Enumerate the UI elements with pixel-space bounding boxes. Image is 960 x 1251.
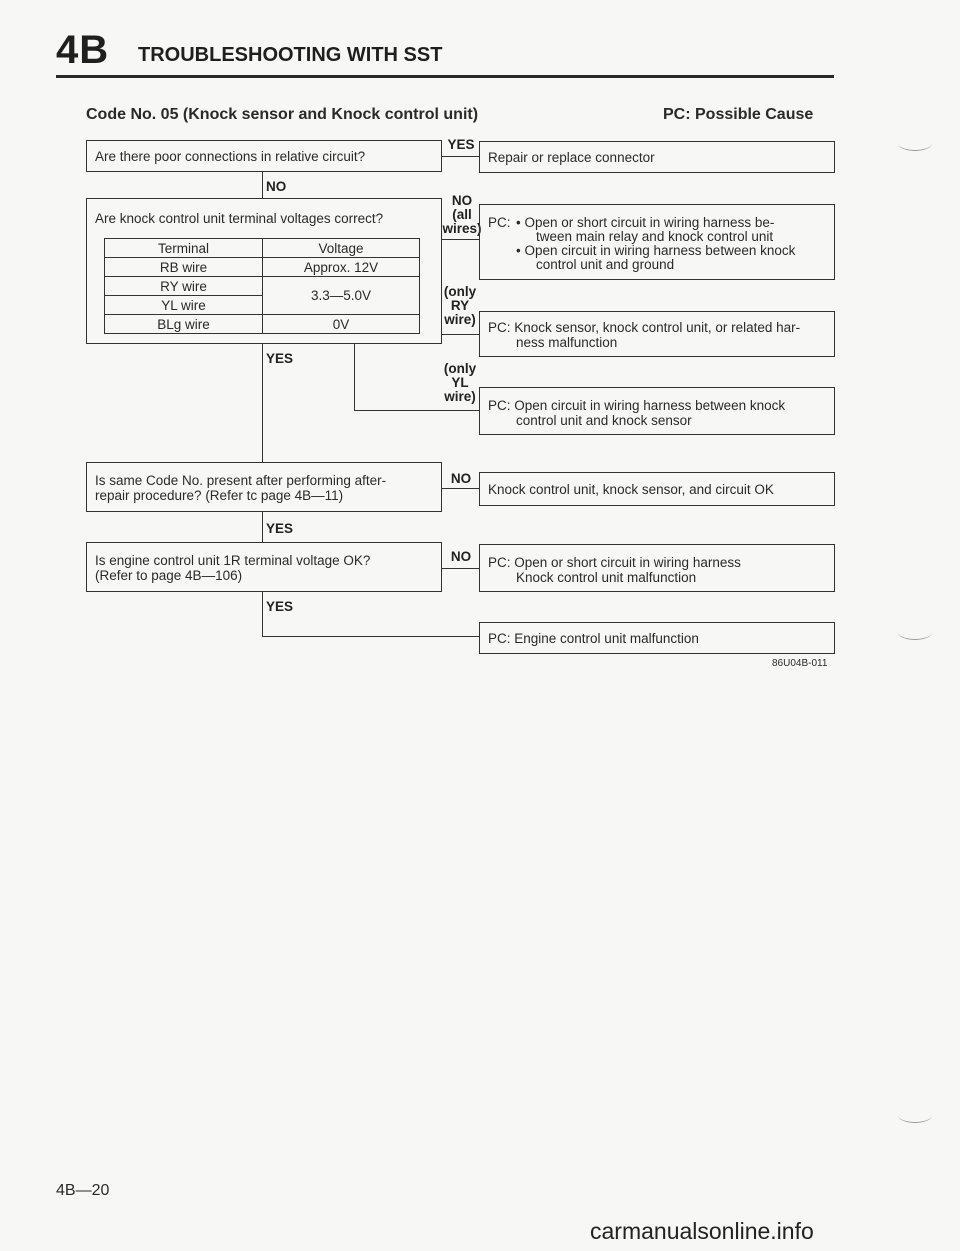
branch-label-no: NO xyxy=(266,179,287,194)
branch-label-yes: YES xyxy=(266,599,294,614)
flow-line xyxy=(354,410,479,411)
header-rule xyxy=(56,75,834,78)
question-box-code-present xyxy=(86,462,442,512)
flow-line xyxy=(442,156,479,157)
table-cell-terminal: BLg wire xyxy=(105,315,263,334)
branch-label-yes: YES xyxy=(266,351,294,366)
binder-hole-mark xyxy=(898,625,932,640)
flow-line xyxy=(354,344,355,410)
branch-label-yes: YES xyxy=(266,521,294,536)
question-text: Are there poor connections in relative circuit? xyxy=(95,149,366,164)
branch-label-no: NO xyxy=(450,471,472,486)
label-line: wire) xyxy=(444,312,476,327)
flow-line xyxy=(442,334,479,335)
flow-line xyxy=(442,239,479,240)
label-line: wires) xyxy=(442,221,482,236)
page-subtitle: Code No. 05 (Knock sensor and Knock control unit) xyxy=(86,106,479,123)
question-text: Is same Code No. present after performing after- xyxy=(95,473,387,488)
question-text: Are knock control unit terminal voltages correct? xyxy=(95,211,384,226)
cause-text: Knock control unit, knock sensor, and circuit OK xyxy=(488,482,774,497)
page-number: 4B—20 xyxy=(56,1182,110,1199)
flow-line xyxy=(262,592,263,636)
cause-text: Knock control unit malfunction xyxy=(516,570,697,585)
cause-box-engine-control-unit xyxy=(479,622,835,654)
table-cell-terminal: RY wire xyxy=(105,277,263,296)
label-line: NO xyxy=(451,193,473,208)
possible-cause-heading: PC: Possible Cause xyxy=(663,106,814,123)
table-cell-terminal: RB wire xyxy=(105,258,263,277)
section-code: 4B xyxy=(56,28,110,72)
label-line: YL xyxy=(451,375,469,390)
cause-bullet-text: • Open circuit in wiring harness between knock xyxy=(516,243,796,258)
table-header-terminal: Terminal xyxy=(105,239,263,258)
binder-hole-mark xyxy=(898,1108,932,1123)
cause-box-repair-connector xyxy=(479,141,835,173)
voltage-table xyxy=(104,238,420,334)
label-line: (only xyxy=(443,284,477,299)
cause-box-open-short-main-relay xyxy=(479,204,835,280)
cause-bullet-text: • Open or short circuit in wiring harness be- xyxy=(516,215,775,230)
question-text: (Refer to page 4B—106) xyxy=(95,568,243,583)
table-cell-terminal: YL wire xyxy=(105,296,263,315)
flow-line xyxy=(442,488,479,489)
table-header-voltage: Voltage xyxy=(263,239,420,258)
cause-text: PC: Engine control unit malfunction xyxy=(488,631,699,646)
question-box-engine-control-voltage xyxy=(86,542,442,592)
watermark: carmanualsonline.info xyxy=(590,1218,814,1244)
section-title: TROUBLESHOOTING WITH SST xyxy=(138,44,443,66)
figure-reference: 86U04B-011 xyxy=(772,658,828,669)
table-cell-voltage: 3.3—5.0V xyxy=(263,277,420,315)
flow-line xyxy=(262,344,263,462)
label-line: wire) xyxy=(444,389,476,404)
flow-line xyxy=(262,636,479,637)
table-cell-voltage: Approx. 12V xyxy=(263,258,420,277)
cause-text: PC: Open or short circuit in wiring harness xyxy=(488,555,741,570)
cause-text: control unit and knock sensor xyxy=(516,413,692,428)
cause-bullet-text: tween main relay and knock control unit xyxy=(536,229,774,244)
label-line: (all xyxy=(452,207,472,222)
flow-line xyxy=(262,512,263,542)
cause-text: PC: Open circuit in wiring harness between knock xyxy=(488,398,786,413)
branch-label-no-all-wires xyxy=(440,194,484,236)
cause-box-knock-sensor-unit xyxy=(479,311,835,357)
cause-text: Repair or replace connector xyxy=(488,150,655,165)
branch-label-no: NO xyxy=(450,549,472,564)
question-text: Is engine control unit 1R terminal voltage OK? xyxy=(95,553,371,568)
flow-line xyxy=(262,172,263,198)
cause-prefix: PC: xyxy=(488,215,511,230)
table-cell-voltage: 0V xyxy=(263,315,420,334)
cause-box-open-circuit-sensor xyxy=(479,387,835,435)
binder-hole-mark xyxy=(898,136,932,151)
question-text: repair procedure? (Refer tc page 4B—11) xyxy=(95,488,344,503)
label-line: RY xyxy=(450,298,470,313)
question-box-connections xyxy=(86,140,442,172)
cause-bullet-text: control unit and ground xyxy=(536,257,675,272)
cause-text: ness malfunction xyxy=(516,335,618,350)
cause-text: PC: Knock sensor, knock control unit, or related har- xyxy=(488,320,801,335)
branch-label-yes: YES xyxy=(447,137,475,152)
cause-box-harness-knock-unit xyxy=(479,544,835,592)
branch-label-only-yl-wire xyxy=(438,362,482,404)
branch-label-only-ry-wire xyxy=(438,285,482,327)
flow-line xyxy=(442,568,479,569)
cause-box-circuit-ok xyxy=(479,472,835,506)
label-line: (only xyxy=(443,361,477,376)
